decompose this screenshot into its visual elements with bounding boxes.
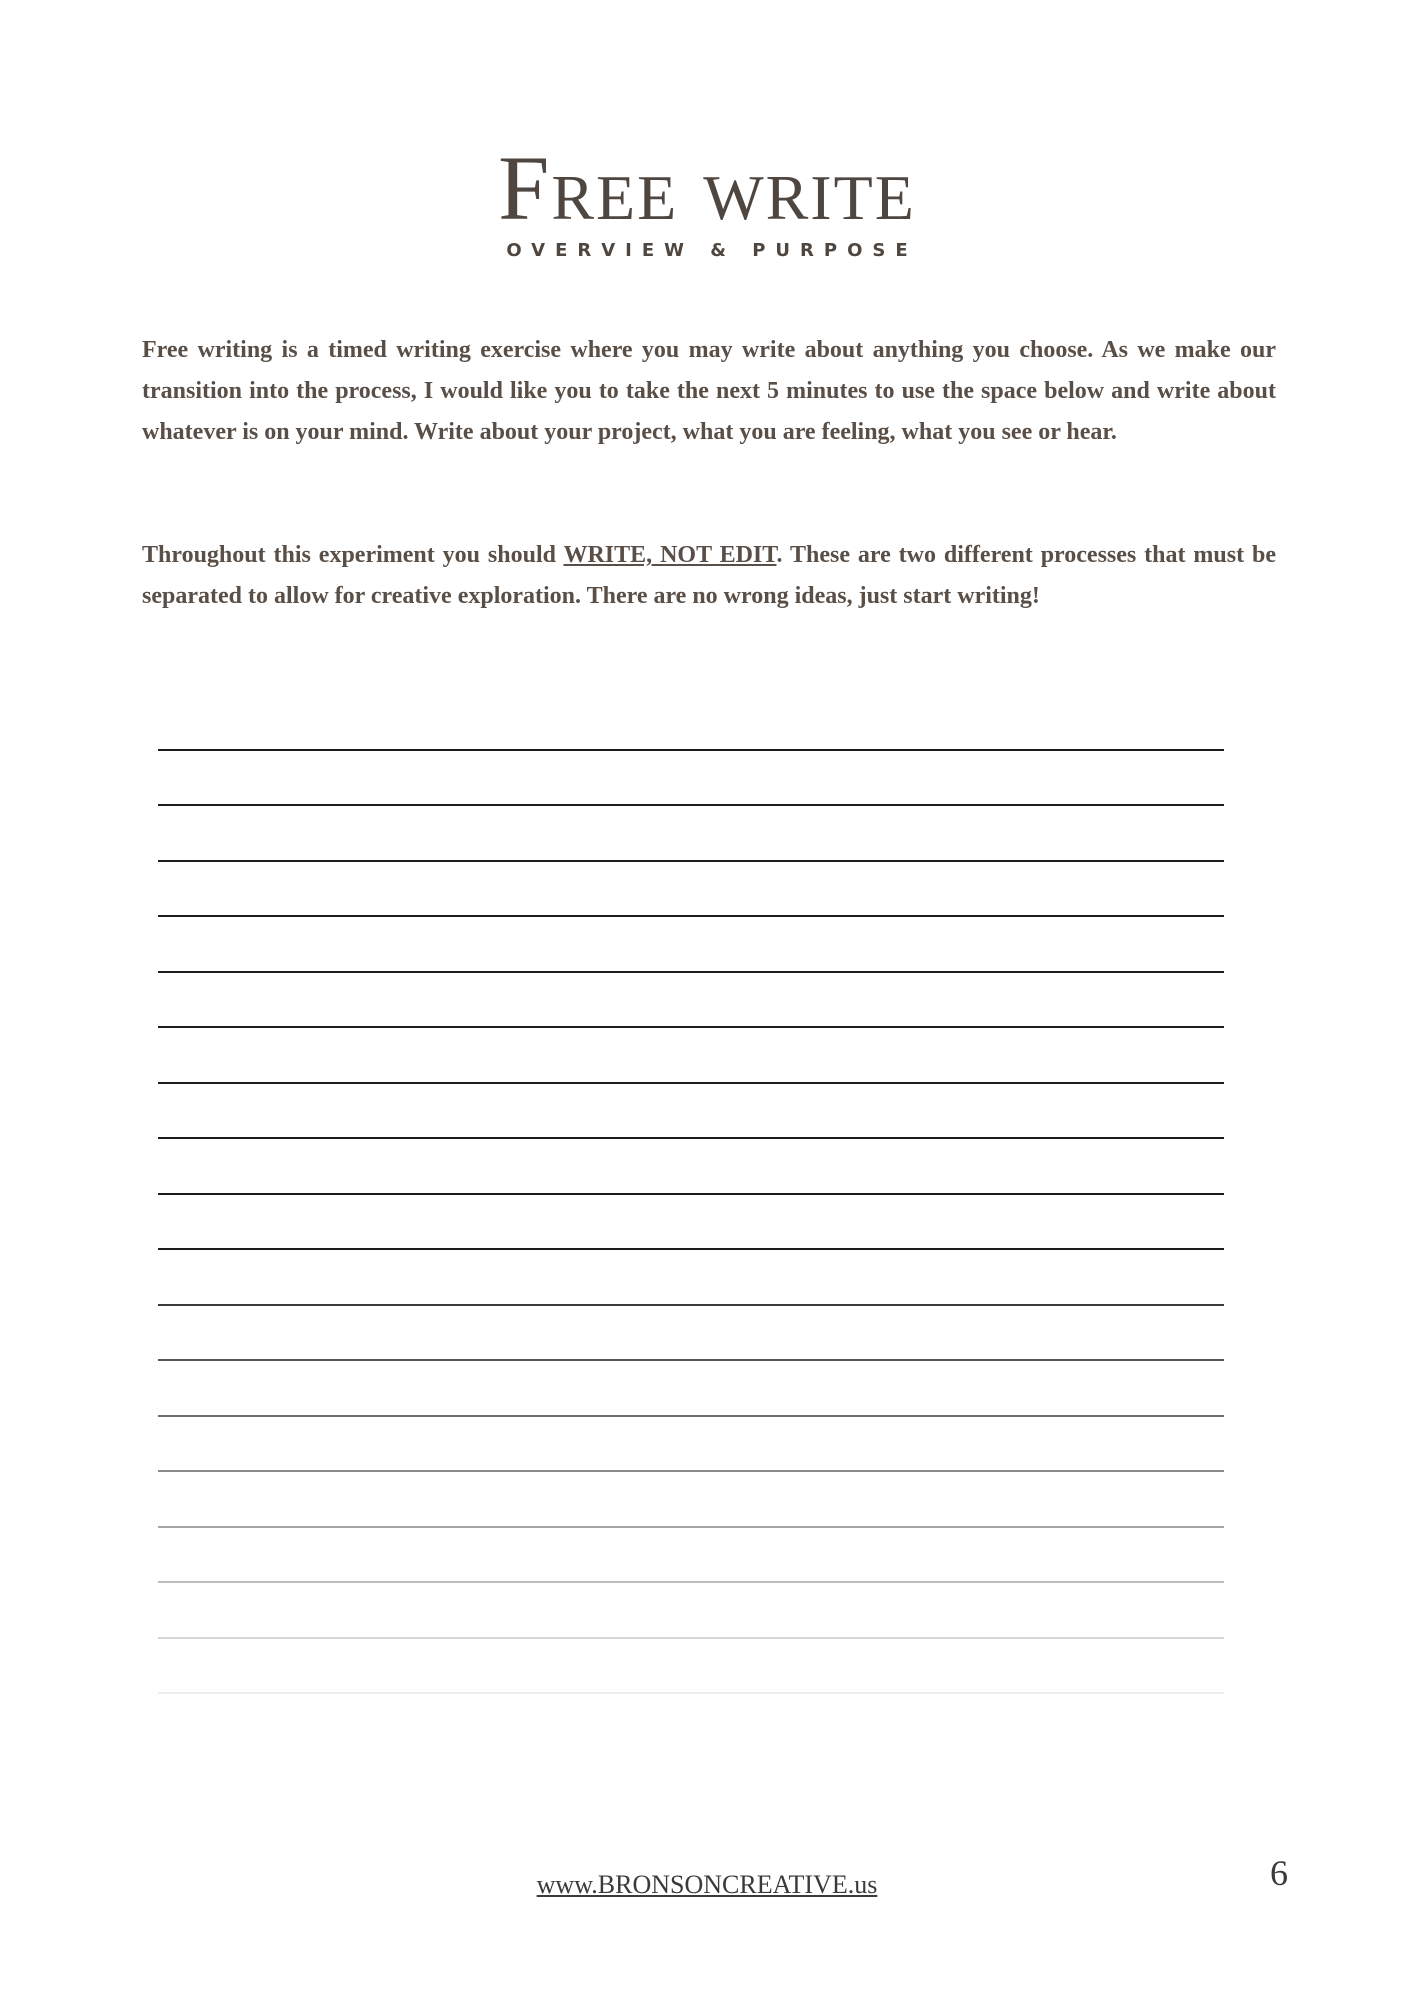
page-title: Free write: [498, 137, 916, 239]
writing-line[interactable]: [158, 862, 1224, 918]
website-link[interactable]: www.BRONSONCREATIVE.us: [536, 1870, 878, 1899]
writing-line[interactable]: [158, 1361, 1224, 1417]
writing-line[interactable]: [158, 1306, 1224, 1362]
writing-line[interactable]: [158, 1639, 1224, 1695]
writing-lines-area[interactable]: [158, 695, 1224, 1694]
writing-line[interactable]: [158, 1084, 1224, 1140]
page-subtitle: OVERVIEW & PURPOSE: [506, 240, 918, 261]
writing-line[interactable]: [158, 695, 1224, 751]
instruction-paragraph: [142, 535, 1276, 617]
write-not-edit-emphasis: WRITE, NOT EDIT: [563, 542, 777, 568]
writing-line[interactable]: [158, 973, 1224, 1029]
writing-line[interactable]: [158, 1139, 1224, 1195]
writing-line[interactable]: [158, 1250, 1224, 1306]
writing-line[interactable]: [158, 806, 1224, 862]
writing-line[interactable]: [158, 1028, 1224, 1084]
writing-line[interactable]: [158, 1417, 1224, 1473]
instruction-text-after: . These are two different processes that must be separated to allow for creative exploration. There are no wrong ideas, just start writing!: [142, 542, 1276, 609]
writing-line[interactable]: [158, 1583, 1224, 1639]
writing-line[interactable]: [158, 751, 1224, 807]
writing-line[interactable]: [158, 1472, 1224, 1528]
writing-line[interactable]: [158, 1528, 1224, 1584]
intro-paragraph: Free writing is a timed writing exercise where you may write about anything you choose. As we make our transition into the process, I would like you to take the next 5 minutes to use the space below and write about whatever is on your mind. Write about your project, what you are feeling, what you see or hear.: [142, 337, 1276, 445]
writing-line[interactable]: [158, 1195, 1224, 1251]
page-number: 6: [1270, 1853, 1288, 1893]
instruction-text-before: Throughout this experiment you should: [142, 542, 564, 568]
writing-line[interactable]: [158, 917, 1224, 973]
